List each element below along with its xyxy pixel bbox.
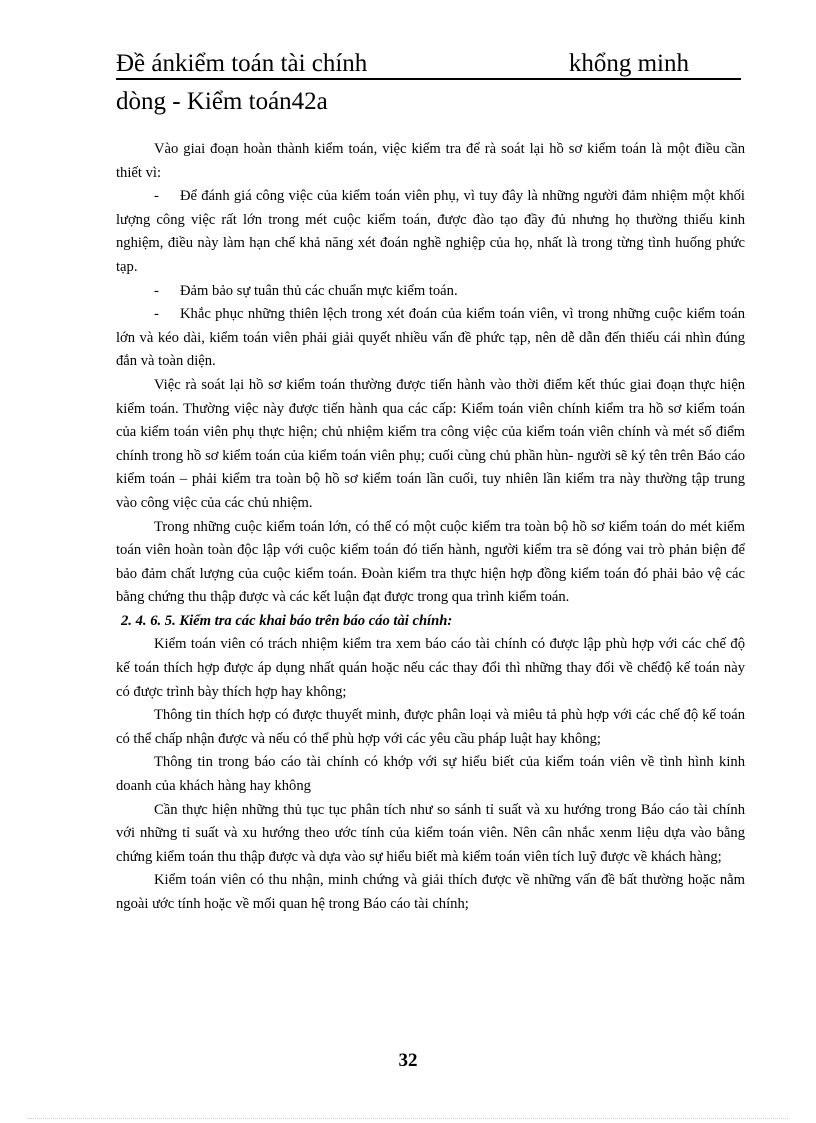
list-item (116, 185, 745, 279)
paragraph: Thông tin thích hợp có được thuyết minh, được phân loại và miêu tả phù hợp với các chế độ kế toán có thể chấp nhận được và nếu có thể phù hợp với các yêu cầu pháp luật hay không; (116, 707, 745, 747)
document-body (116, 138, 745, 917)
footer-divider (28, 1118, 788, 1119)
page-number: 32 (398, 1050, 418, 1071)
dash-bullet: - (154, 306, 159, 323)
dash-bullet: - (154, 282, 159, 299)
list-item (116, 280, 745, 304)
paragraph: Thông tin trong báo cáo tài chính có khớp với sự hiểu biết của kiểm toán viên về tình hình kinh doanh của khách hàng hay không (116, 754, 745, 795)
header-title-left: Đề ánkiểm toán tài chính (116, 50, 368, 77)
header-subtitle: dòng - Kiểm toán42a (116, 88, 328, 115)
paragraph: Việc rà soát lại hồ sơ kiểm toán thường được tiến hành vào thời điểm kết thúc giai đoạn thực hiện kiểm toán. Thường việc này được tiến hành qua các cấp: Kiểm toán viên chính kiểm tra hồ sơ kiểm toán của kiểm toán viên phụ thực hiện; chủ nhiệm kiểm tra công việc của kiểm toán viên chính và mét số điểm chính trong hồ sơ kiểm toán của kiểm toán viên phụ; cuối cùng chủ phần hùn- người sẽ ký tên trên Báo cáo kiểm toán – phải kiểm tra toàn bộ hồ sơ kiểm toán lần cuối, tuy nhiên lần kiểm tra này thường tập trung vào công việc của các chủ nhiệm. (116, 376, 745, 511)
paragraph: Vào giai đoạn hoàn thành kiểm toán, việc kiểm tra để rà soát lại hồ sơ kiểm toán là một điều cần thiết vì: (116, 141, 745, 181)
paragraph: Kiểm toán viên có thu nhận, minh chứng và giải thích được về những vấn đề bất thường hoặc nằm ngoài ước tính hoặc về mối quan hệ trong Báo cáo tài chính; (116, 872, 745, 912)
list-item-text: Để đánh giá công việc của kiểm toán viên phụ, vì tuy đây là những người đảm nhiệm một khối lượng công việc rất lớn trong mét cuộc kiểm toán, được đào tạo đầy đủ nhưng họ thường thiếu kinh nghiệm, điều này làm hạn chế khả năng xét đoán nghề nghiệp của họ, nhất là trong từng tình huống phức tạp. (116, 188, 745, 275)
list-item (116, 303, 745, 374)
page-header (116, 48, 741, 120)
list-item-text: Khắc phục những thiên lệch trong xét đoán của kiểm toán viên, vì trong những cuộc kiểm toán lớn và kéo dài, kiểm toán viên phải giải quyết nhiều vấn đề phức tạp, nên dễ dẫn đến thiếu cái nhìn đúng đắn và toàn diện. (116, 306, 745, 370)
header-title-right: khổng minh (568, 50, 689, 77)
paragraph: Trong những cuộc kiểm toán lớn, có thể có một cuộc kiểm tra toàn bộ hồ sơ kiểm toán do mét kiểm toán viên hoàn toàn độc lập với cuộc kiểm toán đó tiến hành, người kiểm tra sẽ đóng vai trò phản biện để bảo đảm chất lượng của cuộc kiểm toán. Đoàn kiểm tra thực hiện hợp đồng kiểm toán đó phải bảo vệ các bằng chứng thu thập được và các kết luận đạt được trong qua trình kiểm toán. (116, 518, 745, 606)
list-item-text: Đảm bảo sự tuân thủ các chuẩn mực kiểm toán. (180, 282, 458, 299)
paragraph: Kiểm toán viên có trách nhiệm kiểm tra xem báo cáo tài chính có được lập phù hợp với các chế độ kế toán thích hợp được áp dụng nhất quán hoặc nếu các thay đổi thì những thay đổi về chếđộ kế toán này có được trình bày thích hợp hay không; (116, 636, 745, 700)
paragraph: Cần thực hiện những thủ tục tục phân tích như so sánh tỉ suất và xu hướng trong Báo cáo tài chính với những tỉ suất và xu hướng theo ước tính của kiểm toán viên. Nên cân nhắc xenm liệu dựa vào bằng chứng kiểm toán thu thập được và dựa vào sự hiểu biết mà kiểm toán viên tích luỹ được về khách hàng; (116, 801, 745, 865)
header-title-line (116, 48, 741, 80)
section-heading: 2. 4. 6. 5. Kiểm tra các khai báo trên báo cáo tài chính: (121, 612, 453, 629)
dash-bullet: - (154, 188, 159, 205)
